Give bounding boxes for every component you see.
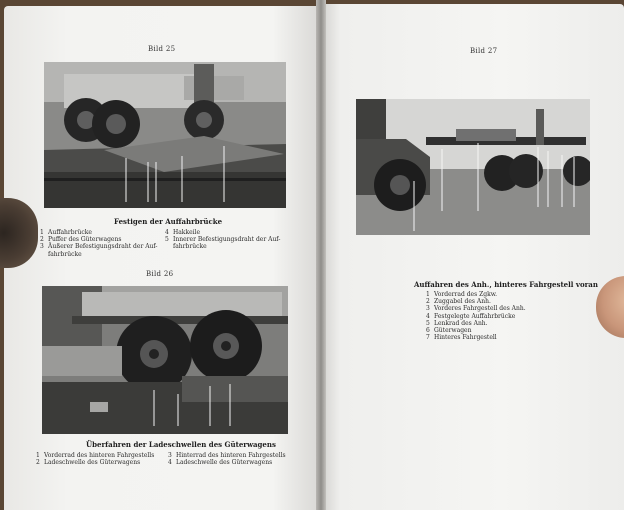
legend-number: 3 bbox=[168, 452, 172, 459]
fig26-label: Bild 26 bbox=[146, 270, 174, 278]
legend-text: Vorderes Fahrgestell des Anh. bbox=[434, 305, 526, 313]
legend-text: Äußerer Befestigungsdraht der Auf- bbox=[48, 243, 158, 251]
legend-number: 4 bbox=[426, 312, 430, 320]
legend-number: 1 bbox=[36, 452, 40, 459]
legend-text: Vorderrad des Zgkw. bbox=[434, 291, 498, 298]
legend-item bbox=[40, 243, 157, 250]
fig25-legend-col1 bbox=[40, 229, 157, 258]
legend-item bbox=[165, 236, 280, 243]
legend-number: 2 bbox=[40, 236, 44, 244]
legend-item bbox=[165, 229, 280, 236]
legend-item bbox=[40, 251, 157, 258]
legend-item bbox=[426, 320, 526, 327]
legend-number: 3 bbox=[426, 305, 430, 313]
legend-text: Puffer des Güterwagens bbox=[48, 236, 122, 244]
legend-item bbox=[168, 452, 286, 459]
book-gutter bbox=[316, 0, 326, 510]
fig27-legend bbox=[426, 291, 526, 341]
legend-number: 2 bbox=[36, 459, 40, 467]
legend-text: Vorderrad des hinteren Fahrgestells bbox=[44, 452, 155, 459]
legend-number: 5 bbox=[426, 319, 430, 327]
fig25-label: Bild 25 bbox=[148, 45, 176, 53]
legend-item bbox=[426, 305, 526, 312]
fig27-label: Bild 27 bbox=[470, 47, 498, 55]
legend-item bbox=[426, 313, 526, 320]
legend-item bbox=[426, 291, 526, 298]
legend-number: 2 bbox=[426, 298, 430, 306]
fig25-title: Festigen der Auffahrbrücke bbox=[114, 217, 223, 226]
right-page bbox=[322, 4, 624, 510]
legend-item bbox=[40, 229, 157, 236]
fig25-photo-drawing bbox=[44, 62, 286, 208]
legend-item bbox=[426, 334, 526, 341]
legend-text: Güterwagen bbox=[434, 327, 472, 335]
legend-number: 5 bbox=[165, 236, 169, 244]
legend-item bbox=[426, 327, 526, 334]
legend-text: Festgelegte Auffahrbrücke bbox=[434, 312, 516, 320]
fig25-photo bbox=[44, 62, 286, 208]
legend-item bbox=[36, 459, 154, 466]
legend-number: 7 bbox=[426, 334, 430, 342]
legend-number: 3 bbox=[40, 243, 44, 251]
legend-text: Ladeschwelle des Güterwagens bbox=[44, 459, 141, 467]
legend-item bbox=[165, 243, 280, 250]
legend-text: Ladeschwelle des Güterwagens bbox=[176, 459, 273, 467]
legend-item bbox=[36, 452, 154, 459]
legend-text: Lenkrad des Anh. bbox=[434, 319, 488, 327]
legend-text: Zuggabel des Anh. bbox=[434, 298, 491, 306]
fig25-legend-col2 bbox=[165, 229, 280, 251]
legend-text: Innerer Befestigungsdraht der Auf- bbox=[173, 236, 281, 244]
fig27-photo bbox=[356, 99, 590, 235]
legend-number: 4 bbox=[168, 459, 172, 467]
legend-item bbox=[40, 236, 157, 243]
legend-text: Hakkeile bbox=[173, 229, 201, 236]
legend-number: 6 bbox=[426, 327, 430, 335]
legend-text: fahrbrücke bbox=[48, 250, 82, 258]
legend-item bbox=[168, 459, 286, 466]
legend-text: Hinteres Fahrgestell bbox=[434, 334, 497, 342]
fig26-legend-col2 bbox=[168, 452, 286, 466]
legend-number: 4 bbox=[165, 229, 169, 236]
fig26-photo-drawing bbox=[42, 286, 288, 434]
legend-text: Auffahrbrücke bbox=[48, 229, 92, 236]
legend-number: 1 bbox=[40, 229, 44, 236]
legend-item bbox=[426, 298, 526, 305]
fig27-photo-drawing bbox=[356, 99, 590, 235]
fig27-title: Auffahren des Anh., hinteres Fahrgestell voran bbox=[414, 280, 598, 289]
fig26-title: Überfahren der Ladeschwellen des Güterwagens bbox=[86, 440, 276, 449]
legend-number: 1 bbox=[426, 291, 430, 298]
fig26-photo bbox=[42, 286, 288, 434]
legend-text: Hinterrad des hinteren Fahrgestells bbox=[176, 452, 286, 459]
legend-text: fahrbrücke bbox=[173, 243, 207, 251]
fig26-legend-col1 bbox=[36, 452, 154, 466]
